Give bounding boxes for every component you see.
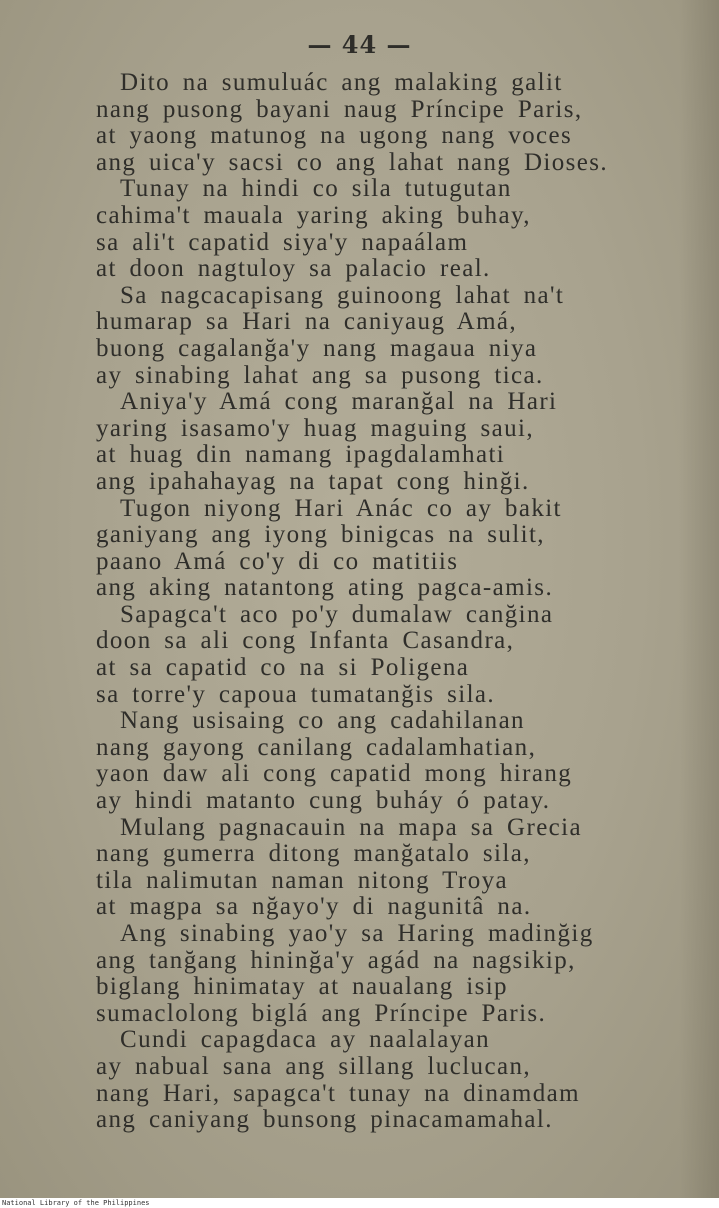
verse-line: nang gumerra ditong manğatalo sila, [96, 840, 531, 868]
verse-line: at doon nagtuloy sa palacio real. [96, 255, 491, 283]
verse-line: at sa capatid co na si Poligena [96, 654, 470, 682]
poem-text [96, 70, 696, 1134]
verse-line: Cundi capagdaca ay naalalayan [120, 1026, 491, 1054]
verse-line: Tunay na hindi co sila tutugutan [120, 175, 512, 203]
verse-line: at magpa sa nğayo'y di nagunitâ na. [96, 893, 532, 921]
verse-line: tila nalimutan naman nitong Troya [96, 866, 509, 894]
verse-line: ang tanğang hininğa'y agád na nagsikip, [96, 946, 576, 974]
verse-line: Tugon niyong Hari Anác co ay bakit [120, 494, 562, 522]
verse-line: ay nabual sana ang sillang luclucan, [96, 1052, 531, 1080]
verse-line: ang aking natantong ating pagca-amis. [96, 574, 554, 602]
verse-line: biglang hinimatay at naualang isip [96, 973, 508, 1001]
stanza [96, 176, 696, 282]
verse-line: Mulang pagnacauin na mapa sa Grecia [120, 813, 583, 841]
verse-line: yaring isasamo'y huag maguing saui, [96, 414, 535, 442]
verse-line: nang Hari, sapagca't tunay na dinamdam [96, 1079, 580, 1107]
verse-line: Sa nagcacapisang guinoong lahat na't [120, 281, 565, 309]
stanza [96, 283, 696, 389]
verse-line: Nang usisaing co ang cadahilanan [120, 707, 525, 735]
verse-line: at huag din namang ipagdalamhati [96, 441, 506, 469]
stanza [96, 389, 696, 495]
page-number: — 44 — [307, 30, 412, 59]
stanza [96, 496, 696, 602]
verse-line: Ang sinabing yao'y sa Haring madinğig [120, 920, 594, 947]
verse-line: ay sinabing lahat ang sa pusong tica. [96, 361, 544, 389]
library-credit: National Library of the Philippines [2, 1199, 150, 1207]
verse-line: Sapagca't aco po'y dumalaw canğina [120, 600, 554, 628]
verse-line: Aniya'y Amá cong maranğal na Hari [120, 388, 558, 416]
verse-line: cahima't mauala yaring aking buhay, [96, 201, 531, 229]
verse-line: nang gayong canilang cadalamhatian, [96, 733, 537, 761]
verse-line: sa torre'y capoua tumatanğis sila. [96, 680, 496, 708]
verse-line: ang ipahahayag na tapat cong hinği. [96, 467, 530, 495]
verse-line: Dito na sumuluác ang malaking galit [120, 69, 563, 96]
stanza [96, 921, 696, 1027]
verse-line: yaon daw ali cong capatid mong hirang [96, 760, 573, 788]
stanza [96, 1027, 696, 1133]
verse-line: sa ali't capatid siya'y napaálam [96, 228, 469, 256]
stanza [96, 708, 696, 814]
verse-line: sumaclolong biglá ang Príncipe Paris. [96, 999, 547, 1027]
stanza [96, 602, 696, 708]
verse-line: at yaong matunog na ugong nang voces [96, 122, 573, 150]
stanza [96, 70, 696, 176]
verse-line: doon sa ali cong Infanta Casandra, [96, 627, 515, 655]
verse-line: ay hindi matanto cung buháy ó patay. [96, 787, 551, 815]
stanza [96, 815, 696, 921]
verse-line: ang uica'y sacsi co ang lahat nang Dioses. [96, 148, 609, 176]
verse-line: ganiyang ang iyong binigcas na sulit, [96, 521, 545, 549]
verse-line: ang caniyang bunsong pinacamamahal. [96, 1106, 553, 1134]
verse-line: humarap sa Hari na caniyaug Amá, [96, 308, 518, 336]
verse-line: nang pusong bayani naug Príncipe Paris, [96, 95, 583, 123]
verse-line: paano Amá co'y di co matitiis [96, 547, 459, 575]
verse-line: buong cagalanğa'y nang magaua niya [96, 334, 538, 362]
